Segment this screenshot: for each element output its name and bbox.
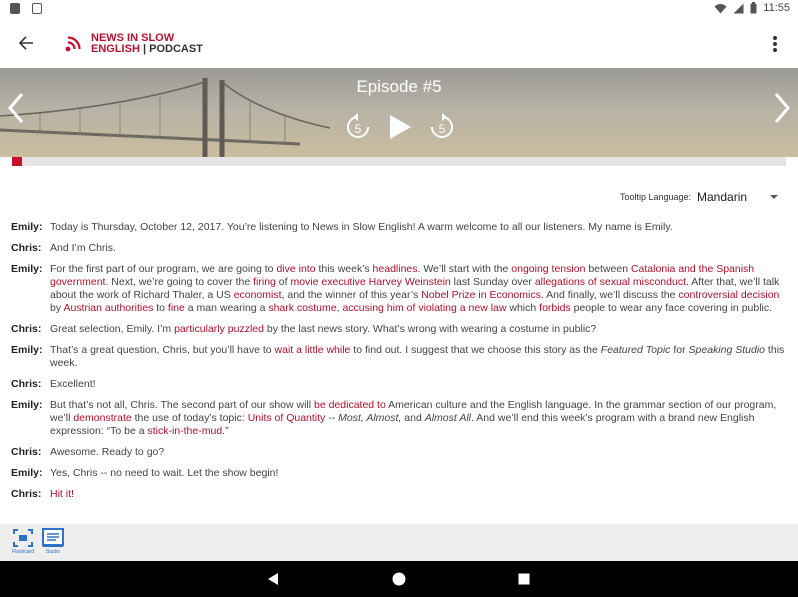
transcript-line (11, 399, 787, 438)
speaker-name: Chris: (11, 323, 42, 335)
logo-wordmark (91, 33, 203, 55)
episode-title: Episode #5 (356, 77, 442, 96)
transcript-text (50, 399, 787, 438)
transcript-text (50, 221, 787, 234)
signal-icon (733, 3, 744, 14)
transcript-line (11, 344, 787, 370)
text-segment: Today is Thursday, October 12, 2017. You’re listening to News in Slow English! A warm welcome to all our listeners. My name is Emily. (50, 221, 673, 233)
transcript-text (50, 242, 787, 255)
vocab-highlight[interactable]: Hit it! (50, 488, 74, 500)
vocab-highlight[interactable]: forbids (539, 302, 571, 314)
transcript-text (50, 488, 787, 501)
rewind-5-button[interactable] (344, 112, 372, 142)
text-segment: . And finally, we’ll discuss the (540, 289, 679, 301)
transcript-line (11, 467, 787, 480)
chevron-right-icon (770, 90, 794, 126)
circle-home-icon (391, 571, 407, 587)
triangle-back-icon (266, 571, 280, 587)
text-segment: For the first part of our program, we are going to (50, 263, 277, 275)
text-segment: this week’s (315, 263, 373, 275)
vocab-highlight[interactable]: Austrian authorities (63, 302, 154, 314)
text-segment: American culture and the English language. In the grammar section of our program, we’ll (50, 399, 777, 424)
tooltip-language-value: Mandarin (697, 190, 748, 204)
text-segment: . Next, we’re going to cover the (105, 276, 254, 288)
text-segment: . After that, we’ll talk about the work of Richard Thaler, a US (50, 276, 780, 301)
notification-icons (10, 3, 42, 14)
play-button[interactable] (386, 112, 414, 142)
transcript-line (11, 488, 787, 501)
text-segment: Yes, Chris -- no need to wait. Let the show begin! (50, 467, 279, 479)
speaker-name: Emily: (11, 467, 43, 479)
vocab-highlight[interactable]: shark costume (268, 302, 337, 314)
text-segment: And I’m Chris. (50, 242, 116, 254)
text-segment: last Sunday over (450, 276, 535, 288)
playback-progress-bar[interactable] (12, 157, 786, 166)
text-segment: for (670, 344, 689, 356)
back-button[interactable] (14, 31, 38, 55)
text-segment: to (153, 302, 168, 314)
vocab-highlight[interactable]: ongoing tension (511, 263, 586, 275)
app-bar (0, 18, 798, 68)
overflow-menu-button[interactable] (770, 33, 780, 55)
vocab-highlight[interactable]: fine (167, 302, 185, 314)
vocab-highlight[interactable]: accusing him of violating a new law (342, 302, 507, 314)
tooltip-language-select[interactable] (697, 190, 778, 204)
vocab-highlight[interactable]: Units of Quantity (247, 412, 326, 424)
speaker-name: Chris: (11, 378, 42, 390)
flashcard-icon (12, 528, 34, 548)
more-vert-icon (773, 36, 777, 40)
text-segment: and (401, 412, 425, 424)
studio-button[interactable] (40, 528, 66, 555)
system-recents-button[interactable] (517, 571, 531, 592)
system-navigation-bar (0, 561, 798, 597)
vocab-highlight[interactable]: stick-in-the-mud (147, 425, 223, 437)
text-segment: , (336, 302, 343, 314)
system-back-button[interactable] (266, 571, 280, 592)
speaker-name: Emily: (11, 263, 43, 275)
flashcard-button[interactable] (10, 528, 36, 555)
text-segment: between (585, 263, 631, 275)
text-segment: Awesome. Ready to go? (50, 446, 165, 458)
logo-line-2 (91, 44, 203, 55)
speaker-name: Chris: (11, 446, 42, 458)
text-segment: .” (222, 425, 229, 437)
transcript-text (50, 467, 787, 480)
transcript-line (11, 263, 787, 315)
text-segment: . We’ll start with the (417, 263, 512, 275)
text-segment: -- (325, 412, 339, 424)
text-segment: which (506, 302, 540, 314)
transcript-text (50, 323, 787, 336)
logo-podcast: | PODCAST (142, 43, 203, 55)
notification-icon (32, 3, 42, 14)
bottom-toolbar (0, 524, 798, 561)
forward-5-button[interactable] (428, 112, 456, 142)
logo-line-1: NEWS IN SLOW (91, 32, 175, 44)
transcript-text (50, 344, 787, 370)
logo-english: ENGLISH (91, 43, 140, 55)
italic-text: Speaking Studio (688, 344, 766, 356)
forward-5-icon (428, 112, 456, 142)
play-icon (387, 113, 413, 141)
text-segment: Great selection, Emily. I’m (50, 323, 175, 335)
status-right (714, 2, 790, 14)
transcript-line (11, 221, 787, 234)
transcript-line (11, 323, 787, 336)
text-segment: of (275, 276, 291, 288)
studio-label: Studio (45, 549, 61, 555)
speaker-name: Chris: (11, 242, 42, 254)
vocab-highlight[interactable]: economist (233, 289, 282, 301)
text-segment: by the last news story. What’s wrong with wearing a costume in public? (263, 323, 597, 335)
status-time: 11:55 (763, 2, 790, 14)
wifi-icon (714, 3, 727, 14)
chevron-left-icon (4, 90, 28, 126)
podcast-logo-icon (62, 32, 86, 56)
transcript-text (50, 446, 787, 459)
playback-controls (344, 112, 456, 142)
transcript-text (50, 263, 787, 315)
transcript-text (50, 378, 787, 391)
transcript-line (11, 446, 787, 459)
vocab-highlight[interactable]: wait a little while (274, 344, 351, 356)
vocab-highlight[interactable]: dive into (276, 263, 316, 275)
transcript (11, 221, 787, 509)
speaker-name: Emily: (11, 221, 43, 233)
dropdown-arrow-icon (770, 195, 778, 199)
vocab-highlight[interactable]: particularly puzzled (174, 323, 264, 335)
vocab-highlight[interactable]: demonstrate (73, 412, 132, 424)
text-segment: a man wearing a (184, 302, 269, 314)
vocab-highlight[interactable]: controversial decision (678, 289, 780, 301)
italic-text: Most, Almost, (338, 412, 402, 424)
rewind-seconds: 5 (354, 122, 362, 136)
text-segment: this week. (50, 344, 785, 369)
text-segment: the use of today’s topic: (131, 412, 248, 424)
transcript-line (11, 242, 787, 255)
replay-5-icon (344, 112, 372, 142)
next-episode-button[interactable] (770, 90, 794, 126)
speaker-name: Emily: (11, 344, 43, 356)
text-segment: But that’s not all, Chris. The second part of our show will (50, 399, 314, 411)
episode-banner (0, 68, 798, 157)
square-recents-icon (517, 571, 531, 587)
text-segment: , and the winner of this year’s (281, 289, 422, 301)
previous-episode-button[interactable] (4, 90, 28, 126)
vocab-highlight[interactable]: Catalonia and the Spanish government (50, 263, 755, 288)
vocab-highlight[interactable]: headlines (372, 263, 418, 275)
studio-icon (42, 528, 64, 548)
italic-text: Almost All (424, 412, 472, 424)
flashcard-label: Flashcard (12, 549, 34, 555)
text-segment: . And we’ll end this week’s program with a brand new English expression: “To be a (50, 412, 755, 437)
tooltip-language-label: Tooltip Language: (619, 192, 691, 202)
vocab-highlight[interactable]: be dedicated to (314, 399, 386, 411)
text-segment: That’s a great question, Chris, but you’ll have to (50, 344, 275, 356)
speaker-name: Chris: (11, 488, 42, 500)
text-segment: Excellent! (50, 378, 96, 390)
battery-icon (750, 2, 757, 14)
notification-icon (10, 3, 20, 14)
vocab-highlight[interactable]: allegations of sexual misconduct (534, 276, 686, 288)
text-segment: to find out. I suggest that we choose this story as the (350, 344, 601, 356)
vocab-highlight[interactable]: Nobel Prize in Economics (421, 289, 541, 301)
italic-text: Featured Topic (600, 344, 671, 356)
system-home-button[interactable] (391, 571, 407, 592)
tooltip-language-row (620, 190, 778, 204)
speaker-name: Emily: (11, 399, 43, 411)
text-segment: people to wear any face covering in public. (570, 302, 773, 314)
vocab-highlight[interactable]: firing (253, 276, 276, 288)
status-bar (0, 0, 798, 18)
arrow-back-icon (14, 31, 38, 55)
app-logo (62, 30, 203, 58)
vocab-highlight[interactable]: movie executive Harvey Weinstein (290, 276, 451, 288)
transcript-line (11, 378, 787, 391)
forward-seconds: 5 (438, 122, 446, 136)
progress-fill (12, 157, 22, 166)
text-segment: by (50, 302, 64, 314)
